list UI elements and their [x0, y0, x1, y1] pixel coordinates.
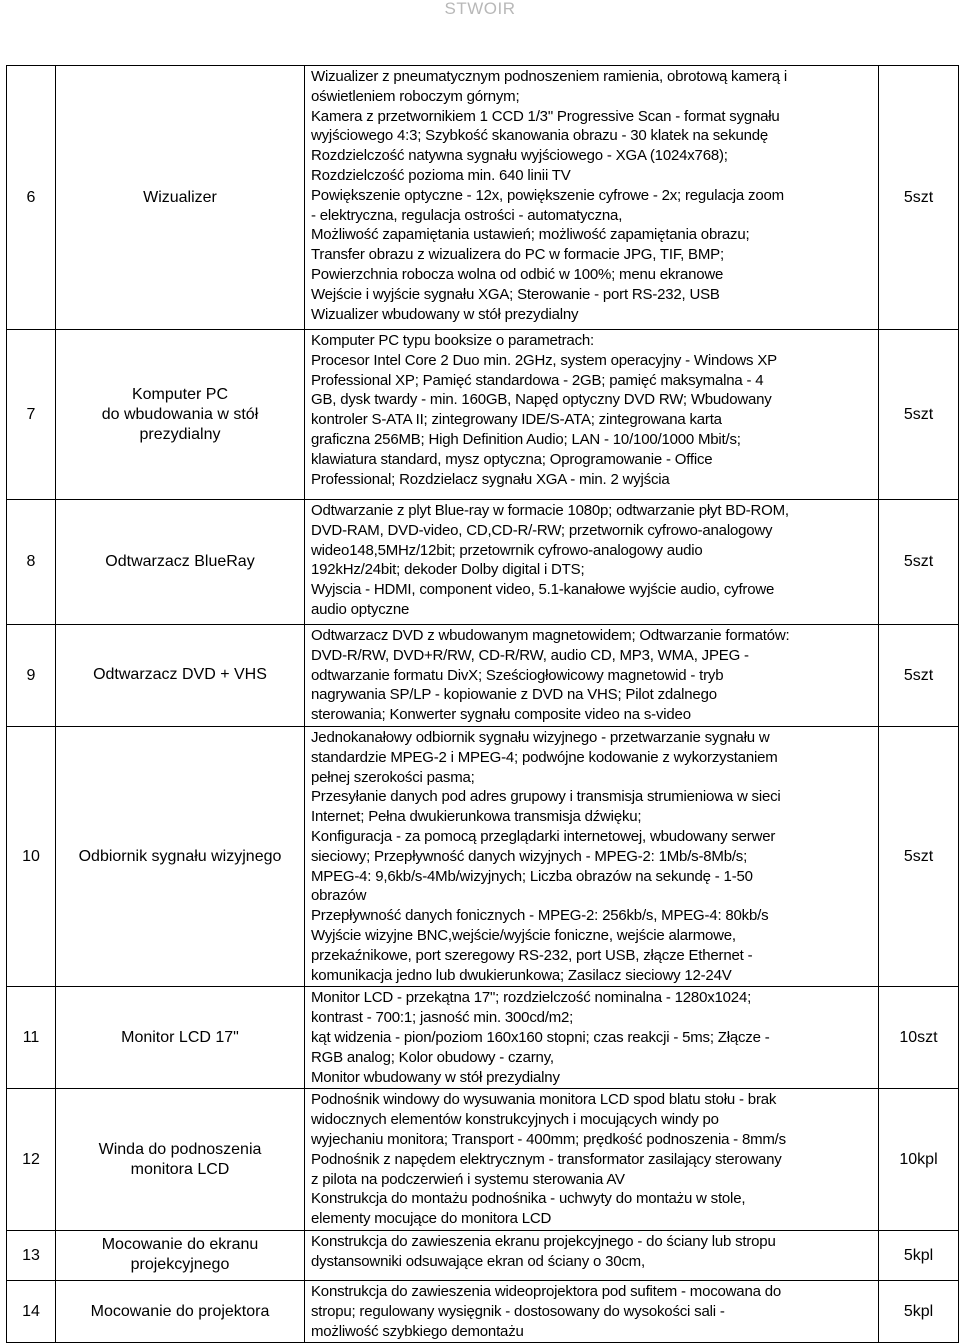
description-line: Powiększenie optyczne - 12x, powiększenie cyfrowe - 2x; regulacja zoom	[311, 186, 784, 204]
description-line: MPEG-4: 9,6kb/s-4Mb/wizyjnych; Liczba obrazów na sekundę - 1-50	[311, 867, 753, 885]
description-line: audio optyczne	[311, 600, 410, 618]
item-name-line: Odbiornik sygnału wizyjnego	[78, 847, 282, 865]
item-quantity: 10kpl	[879, 1089, 959, 1231]
description-line: Odtwarzanie z plyt Blue-ray w formacie 1080p; odtwarzanie płyt BD-ROM,	[311, 502, 789, 519]
description-line: Możliwość zapamiętania ustawień; możliwość zapamiętania obrazu;	[311, 226, 750, 244]
description-line: Komputer PC typu booksize o parametrach:	[311, 332, 594, 349]
description-line: Przepływność danych fonicznych - MPEG-2: 256kb/s, MPEG-4: 80kb/s	[311, 907, 769, 925]
item-name-line: projekcyjnego	[130, 1256, 230, 1274]
item-description	[305, 330, 879, 500]
specification-table-body	[7, 66, 959, 1343]
description-line: wyjechaniu monitora; Transport - 400mm; prędkość podnoszenia - 8mm/s	[311, 1130, 786, 1148]
item-quantity: 5kpl	[879, 1280, 959, 1342]
description-line: Internet; Pełna dwukierunkowa transmisja dźwięku;	[311, 808, 642, 826]
table-row	[7, 66, 959, 330]
row-number: 9	[7, 625, 56, 727]
item-name-line: Komputer PC	[131, 385, 229, 403]
item-description	[305, 1089, 879, 1231]
description-line: standardzie MPEG-2 i MPEG-4; podwójne kodowanie z wykorzystaniem	[311, 748, 778, 766]
item-name	[56, 1230, 305, 1280]
item-quantity: 5szt	[879, 625, 959, 727]
description-line: Monitor wbudowany w stół prezydialny	[311, 1068, 560, 1086]
item-name-line: Winda do podnoszenia	[98, 1140, 262, 1158]
description-line: Przesyłanie danych pod adres grupowy i transmisja strumieniowa w sieci	[311, 788, 781, 806]
item-description	[305, 500, 879, 625]
item-name-line: Odtwarzacz BlueRay	[105, 553, 255, 570]
table-row	[7, 1230, 959, 1280]
item-name-line: Mocowanie do projektora	[90, 1302, 270, 1320]
description-line: obrazów	[311, 887, 367, 905]
item-name	[56, 726, 305, 986]
description-line: Konstrukcja do zawieszenia wideoprojektora pod sufitem - mocowana do	[311, 1282, 781, 1300]
item-name-line: Wizualizer	[143, 188, 217, 206]
item-description	[305, 1230, 879, 1280]
item-quantity: 5szt	[879, 66, 959, 330]
item-name-line: Mocowanie do ekranu	[101, 1236, 259, 1254]
description-line: dystansowniki odsuwające ekran od ściany o 30cm,	[311, 1252, 645, 1270]
row-number: 10	[7, 726, 56, 986]
description-line: kontrast - 700:1; jasność min. 300cd/m2;	[311, 1009, 574, 1027]
item-name-line: Odtwarzacz DVD + VHS	[93, 666, 267, 684]
item-name	[56, 1280, 305, 1342]
description-line: komunikacja jedno lub dwukierunkowa; Zasilacz sieciowy 12-24V	[311, 966, 732, 984]
description-line: stropu; regulowany wysięgnik - dostosowany do wysokości sali -	[311, 1302, 725, 1320]
description-line: - elektryczna, regulacja ostrości - automatyczna,	[311, 206, 623, 224]
table-row	[7, 625, 959, 727]
description-line: Kamera z przetwornikiem 1 CCD 1/3" Progressive Scan - format sygnału	[311, 107, 780, 125]
row-number: 13	[7, 1230, 56, 1280]
description-line: Jednokanałowy odbiornik sygnału wizyjnego - przetwarzanie sygnału w	[311, 728, 770, 746]
description-line: 192kHz/24bit; dekoder Dolby digital i DTS;	[311, 561, 585, 579]
item-name	[56, 330, 305, 500]
description-line: Transfer obrazu z wizualizera do PC w formacie JPG, TIF, BMP;	[311, 246, 724, 264]
item-name	[56, 1089, 305, 1231]
row-number: 14	[7, 1280, 56, 1342]
description-line: Rozdzielczość natywna sygnału wyjściowego - XGA (1024x768);	[311, 147, 728, 165]
description-line: Odtwarzacz DVD z wbudowanym magnetowidem; Odtwarzanie formatów:	[311, 627, 790, 644]
description-line: kontroler S-ATA II; zintegrowany IDE/S-ATA; zintegrowana karta	[311, 411, 722, 429]
description-line: Professional XP; Pamięć standardowa - 2GB; pamięć maksymalna - 4	[311, 371, 764, 389]
row-number: 11	[7, 987, 56, 1089]
description-line: Wyjście wizyjne BNC,wejście/wyjście foniczne, wejście alarmowe,	[311, 926, 736, 944]
item-description	[305, 726, 879, 986]
item-description	[305, 66, 879, 330]
description-line: widocznych elementów konstrukcyjnych i mocujących windy po	[311, 1111, 719, 1129]
description-line: Wizualizer wbudowany w stół prezydialny	[311, 305, 579, 323]
description-line: pełnej szerokości pasma;	[311, 768, 475, 786]
description-line: wyjściowego 4:3; Szybkość skanowania obrazu - 30 klatek na sekundę	[311, 127, 769, 145]
description-line: graficzna 256MB; High Definition Audio; LAN - 10/100/1000 Mbit/s;	[311, 430, 741, 448]
description-line: odtwarzanie formatu DivX; Sześciogłowicowy magnetowid - tryb	[311, 666, 724, 684]
description-line: kąt widzenia - pion/poziom 160x160 stopni; czas reakcji - 5ms; Złącze -	[311, 1028, 770, 1046]
item-name-line: monitora LCD	[130, 1160, 230, 1178]
specification-table	[6, 65, 959, 1343]
description-line: klawiatura standard, mysz optyczna; Oprogramowanie - Office	[311, 450, 713, 468]
item-quantity: 5szt	[879, 500, 959, 625]
description-line: Konstrukcja do zawieszenia ekranu projekcyjnego - do ściany lub stropu	[311, 1232, 776, 1250]
description-line: DVD-R/RW, DVD+R/RW, CD-R/RW, audio CD, MP3, WMA, JPEG -	[311, 646, 749, 664]
description-line: Procesor Intel Core 2 Duo min. 2GHz, system operacyjny - Windows XP	[311, 351, 777, 369]
item-name-line: prezydialny	[139, 425, 221, 443]
table-row	[7, 500, 959, 625]
description-line: Powierzchnia robocza wolna od odbić w 100%; menu ekranowe	[311, 265, 724, 283]
item-description	[305, 987, 879, 1089]
table-row	[7, 1089, 959, 1231]
description-line: z pilota na podczerwień i systemu sterowania AV	[311, 1170, 625, 1188]
row-number: 12	[7, 1089, 56, 1231]
page-header-watermark: STWOIR	[444, 0, 516, 18]
description-line: Professional; Rozdzielacz sygnału XGA - min. 2 wyjścia	[311, 470, 670, 488]
description-line: elementy mocujące do monitora LCD	[311, 1210, 552, 1228]
description-line: Wizualizer z pneumatycznym podnoszeniem ramienia, obrotową kamerą i	[311, 68, 787, 85]
table-row	[7, 987, 959, 1089]
row-number: 8	[7, 500, 56, 625]
description-line: sieciowy; Przepływność danych wizyjnych - MPEG-2: 1Mb/s-8Mb/s;	[311, 847, 748, 865]
description-line: DVD-RAM, DVD-video, CD,CD-R/-RW; przetwornik cyfrowo-analogowy	[311, 521, 773, 539]
description-line: Podnośnik z napędem elektrycznym - transformator zasilający sterowany	[311, 1150, 782, 1168]
description-line: Podnośnik windowy do wysuwania monitora LCD spod blatu stołu - brak	[311, 1091, 777, 1109]
description-line: możliwość szybkiego demontażu	[311, 1322, 524, 1340]
description-line: RGB analog; Kolor obudowy - czarny,	[311, 1048, 554, 1066]
item-name	[56, 500, 305, 625]
description-line: wideo148,5MHz/12bit; przetowrnik cyfrowo-analogowy audio	[311, 541, 703, 559]
table-row	[7, 1280, 959, 1342]
description-line: Wejście i wyjście sygnału XGA; Sterowanie - port RS-232, USB	[311, 285, 720, 303]
item-quantity: 5kpl	[879, 1230, 959, 1280]
item-description	[305, 1280, 879, 1342]
item-name-line: do wbudowania w stół	[101, 405, 259, 423]
description-line: nagrywania SP/LP - kopiowanie z DVD na VHS; Pilot zdalnego	[311, 686, 717, 704]
description-line: przekaźnikowe, port szeregowy RS-232, port USB, złącze Ethernet -	[311, 946, 753, 964]
table-row	[7, 726, 959, 986]
description-line: sterowania; Konwerter sygnału composite video na s-video	[311, 706, 691, 724]
item-name-line: Monitor LCD 17"	[121, 1028, 239, 1046]
description-line: Konfiguracja - za pomocą przeglądarki internetowej, wbudowany serwer	[311, 827, 776, 845]
row-number: 6	[7, 66, 56, 330]
item-quantity: 5szt	[879, 726, 959, 986]
row-number: 7	[7, 330, 56, 500]
description-line: Rozdzielczość pozioma min. 640 linii TV	[311, 166, 571, 184]
table-row	[7, 330, 959, 500]
item-name	[56, 66, 305, 330]
description-line: GB, dysk twardy - min. 160GB, Napęd optyczny DVD RW; Wbudowany	[311, 391, 772, 409]
item-name	[56, 987, 305, 1089]
description-line: Wyjscia - HDMI, component video, 5.1-kanałowe wyjście audio, cyfrowe	[311, 581, 775, 599]
item-quantity: 5szt	[879, 330, 959, 500]
item-description	[305, 625, 879, 727]
item-name	[56, 625, 305, 727]
item-quantity: 10szt	[879, 987, 959, 1089]
description-line: oświetleniem roboczym górnym;	[311, 87, 520, 105]
description-line: Konstrukcja do montażu podnośnika - uchwyty do montażu w stole,	[311, 1190, 746, 1208]
description-line: Monitor LCD - przekątna 17"; rozdzielczość nominalna - 1280x1024;	[311, 989, 752, 1007]
